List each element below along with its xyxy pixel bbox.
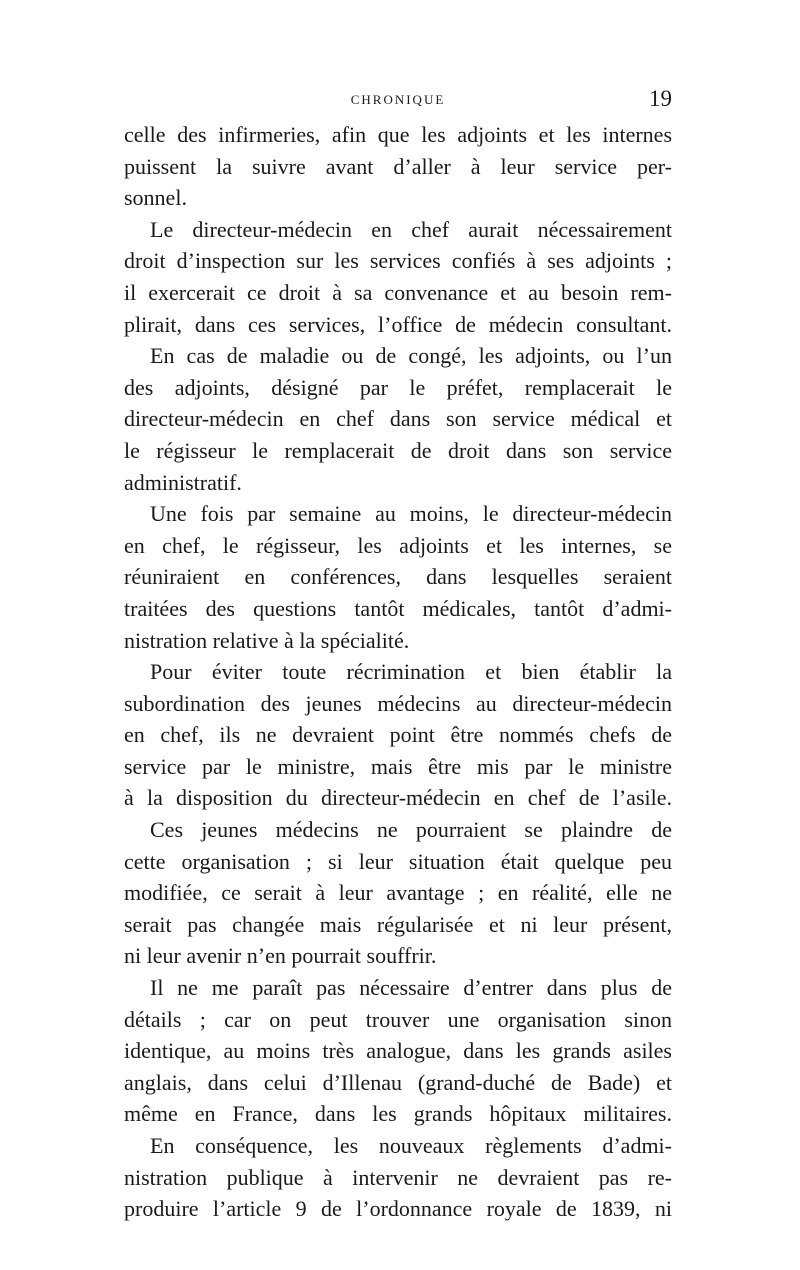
text-line: anglais, dans celui d’Illenau (grand-duché de Bade) et — [124, 1069, 672, 1095]
text-line: produire l’article 9 de l’ordonnance royale de 1839, ni — [124, 1196, 672, 1222]
text-line: Ces jeunes médecins ne pourraient se plaindre de — [150, 817, 672, 843]
text-line: plirait, dans ces services, l’office de médecin consultant. — [124, 311, 672, 337]
page-number: 19 — [649, 86, 672, 111]
text-line: modifiée, ce serait à leur avantage ; en réalité, elle ne — [124, 880, 672, 906]
text-line: Pour éviter toute récrimination et bien établir la — [150, 659, 672, 685]
text-line: en chef, ils ne devraient point être nommés chefs de — [124, 722, 672, 748]
text-line: En conséquence, les nouveaux règlements d’admi- — [150, 1133, 672, 1158]
text-line: sonnel. — [124, 185, 187, 211]
page-header — [124, 86, 672, 116]
text-line: service par le ministre, mais être mis par le ministre — [124, 753, 672, 779]
text-line: droit d’inspection sur les services confiés à ses adjoints ; — [124, 248, 672, 274]
body-text — [124, 119, 672, 1225]
text-line: serait pas changée mais régularisée et ni leur présent, — [124, 911, 672, 937]
text-line: même en France, dans les grands hôpitaux militaires. — [124, 1101, 672, 1127]
text-line: traitées des questions tantôt médicales, tantôt d’admi- — [124, 595, 672, 621]
text-line: il exercerait ce droit à sa convenance et au besoin rem- — [124, 279, 672, 305]
text-line: nistration relative à la spécialité. — [124, 627, 410, 653]
text-line: détails ; car on peut trouver une organisation sinon — [124, 1006, 672, 1032]
text-line: à la disposition du directeur-médecin en chef de l’asile. — [124, 785, 672, 811]
text-line: le régisseur le remplacerait de droit dans son service — [124, 437, 672, 463]
text-line: des adjoints, désigné par le préfet, remplacerait le — [124, 374, 672, 400]
text-line: Une fois par semaine au moins, le directeur-médecin — [150, 501, 672, 527]
text-line: Il ne me paraît pas nécessaire d’entrer dans plus de — [150, 975, 672, 1001]
text-line: réuniraient en conférences, dans lesquelles seraient — [124, 564, 672, 590]
text-line: identique, au moins très analogue, dans les grands asiles — [124, 1038, 672, 1064]
text-line: celle des infirmeries, afin que les adjoints et les internes — [124, 122, 672, 147]
text-line: nistration publique à intervenir ne devraient pas re- — [124, 1164, 672, 1190]
running-title: CHRONIQUE — [350, 92, 446, 107]
text-line: en chef, le régisseur, les adjoints et les internes, se — [124, 532, 672, 558]
text-line: administratif. — [124, 469, 242, 495]
text-line: directeur-médecin en chef dans son service médical et — [124, 406, 672, 432]
text-line: Le directeur-médecin en chef aurait nécessairement — [150, 216, 672, 242]
text-line: cette organisation ; si leur situation était quelque peu — [124, 848, 672, 874]
text-line: En cas de maladie ou de congé, les adjoints, ou l’un — [150, 343, 672, 369]
text-line: subordination des jeunes médecins au directeur-médecin — [124, 690, 672, 716]
text-line: puissent la suivre avant d’aller à leur service per- — [124, 153, 672, 179]
text-line: ni leur avenir n’en pourrait souffrir. — [124, 943, 437, 969]
